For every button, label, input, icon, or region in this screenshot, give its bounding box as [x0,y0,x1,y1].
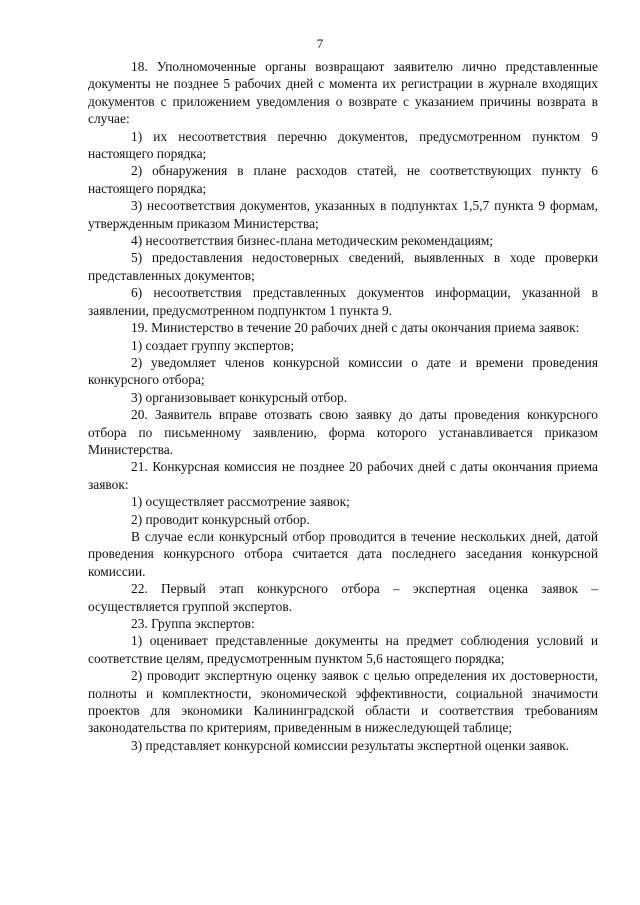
item-19-3: 3) организовывает конкурсный отбор. [131,389,348,405]
paragraph-18: 18. Уполномоченные органы возвращают заявителю лично представленные документы не позднее 5 рабочих дней с момента их регистрации в журнале входящих документов с приложением уведомления о возврате с указанием причины возврата в случае: [88,59,598,127]
item-19-1: 1) создает группу экспертов; [131,337,295,353]
item-18-4: 4) несоответствия бизнес-плана методическим рекомендациям; [131,233,494,249]
page-number: 7 [316,36,324,51]
paragraph-22: 22. Первый этап конкурсного отбора – экспертная оценка заявок – осуществляется группой экспертов. [88,581,598,614]
item-21-1: 1) осуществляет рассмотрение заявок; [131,494,350,510]
item-18-1: 1) их несоответствия перечню документов, предусмотренном пунктом 9 настоящего порядка; [88,128,598,162]
item-18-3: 3) несоответствия документов, указанных в подпунктах 1,5,7 пункта 9 формам, утвержденным приказом Министерства; [88,198,598,231]
document-body [88,58,598,754]
item-23-3: 3) представляет конкурсной комиссии результаты экспертной оценки заявок. [131,737,570,753]
item-18-5: 5) предоставления недостоверных сведений, выявленных в ходе проверки представленных документов; [88,250,598,283]
item-18-6: 6) несоответствия представленных документов информации, указанной в заявлении, предусмотренном подпунктом 1 пункта 9. [88,285,598,318]
item-23-2: 2) проводит экспертную оценку заявок с целью определения их достоверности, полноты и комплектности, экономической эффективности, социальной значимости проектов для экономики Калининградской области и соответствия требованиям законодательства по критериям, приведенным в нижеследующей таблице; [88,668,598,736]
paragraph-20: 20. Заявитель вправе отозвать свою заявку до даты проведения конкурсного отбора по письменному заявлению, форма которого устанавливается приказом Министерства. [88,407,598,457]
paragraph-23: 23. Группа экспертов: [131,616,255,631]
item-19-2: 2) уведомляет членов конкурсной комиссии о дате и времени проведения конкурсного отбора; [88,354,598,388]
item-21-2: 2) проводит конкурсный отбор. [131,511,310,527]
paragraph-21: 21. Конкурсная комиссия не позднее 20 рабочих дней с даты окончания приема заявок: [88,459,598,492]
item-23-1: 1) оценивает представленные документы на предмет соблюдения условий и соответствие целям, предусмотренным пунктом 5,6 настоящего порядка; [88,633,598,666]
item-18-2: 2) обнаружения в плане расходов статей, не соответствующих пункту 6 настоящего порядка; [88,163,598,196]
paragraph-19: 19. Министерство в течение 20 рабочих дней с даты окончания приема заявок: [131,320,580,336]
paragraph-21-note: В случае если конкурсный отбор проводится в течение нескольких дней, датой проведения конкурсного отбора считается дата последнего заседания конкурсной комиссии. [88,528,598,579]
